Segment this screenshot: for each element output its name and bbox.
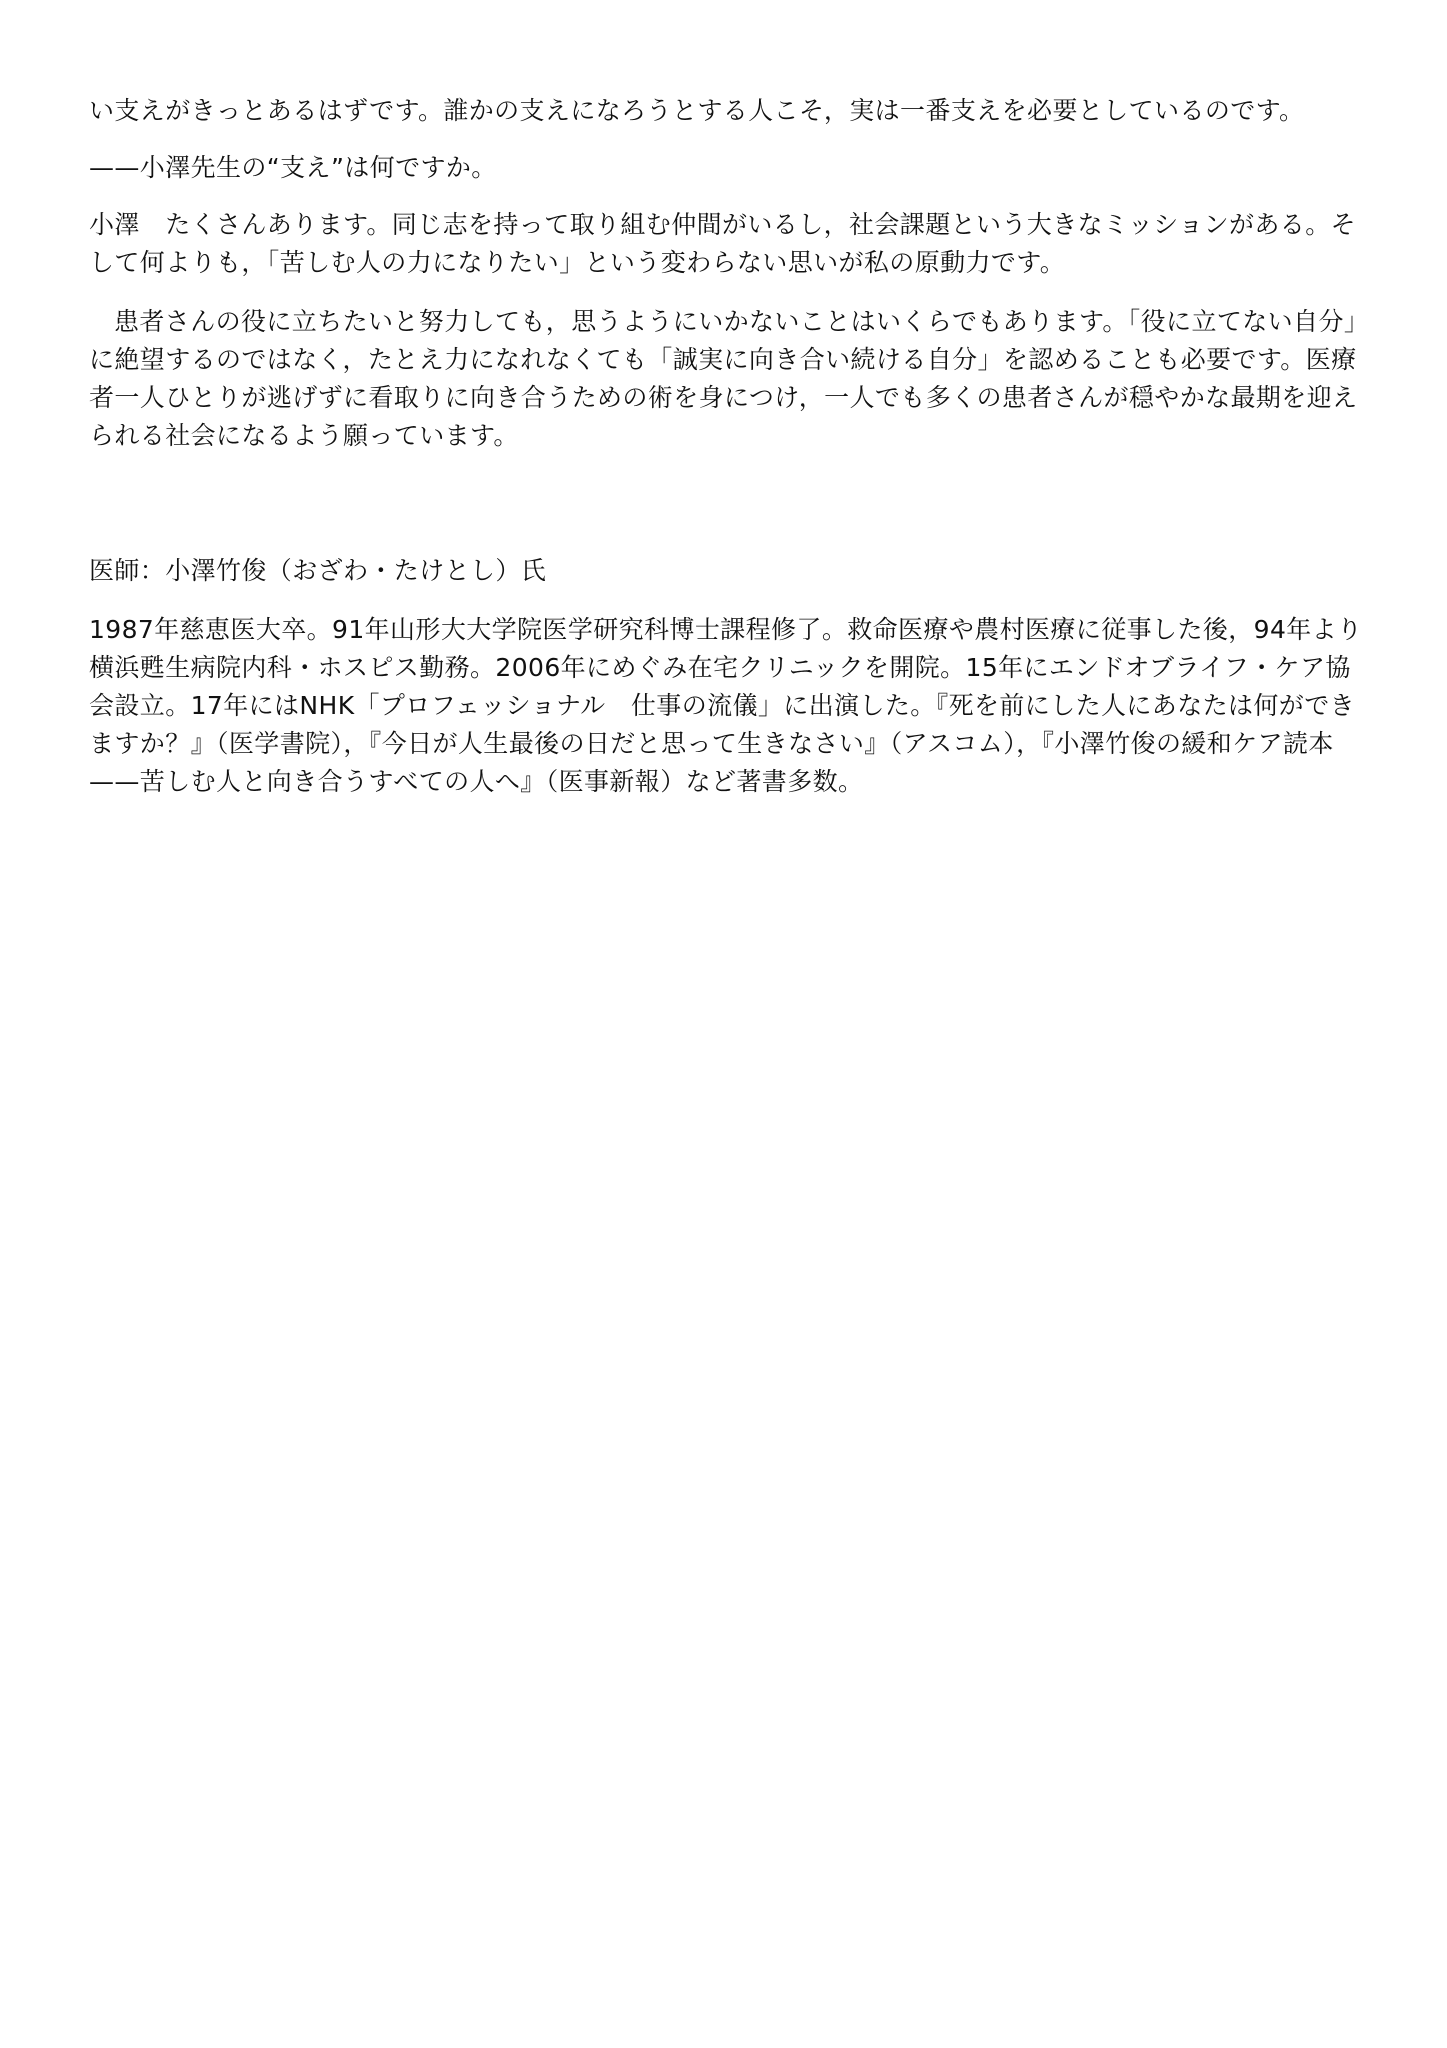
interview-answer: 小澤 たくさんあります。同じ志を持って取り組む仲間がいるし，社会課題という大きなミッションがある。そして何よりも，「苦しむ人の力になりたい」という変わらない思いが私の原動力です。	[89, 210, 1357, 277]
document-page	[89, 92, 1371, 801]
interview-answer-continued: 患者さんの役に立ちたいと努力しても，思うようにいかないことはいくらでもあります。「役に立てない自分」に絶望するのではなく，たとえ力になれなくても「誠実に向き合い続ける自分」を認めることも必要です。医療者一人ひとりが逃げずに看取りに向き合うための術を身につけ，一人でも多くの患者さんが穏やかな最期を迎えられる社会になるよう願っています。	[89, 307, 1370, 450]
paragraph-continuation: い支えがきっとあるはずです。誰かの支えになろうとする人こそ，実は一番支えを必要としているのです。	[89, 96, 1305, 125]
profile-heading: 医師：小澤竹俊（おざわ・たけとし）氏	[89, 556, 547, 585]
profile-body: 1987年慈恵医大卒。91年山形大大学院医学研究科博士課程修了。救命医療や農村医療に従事した後，94年より横浜甦生病院内科・ホスピス勤務。2006年にめぐみ在宅クリニックを開院。15年にエンドオブライフ・ケア協会設立。17年にはNHK「プロフェッショナル 仕事の流儀」に出演した。『死を前にした人にあなたは何ができますか？』（医学書院），『今日が人生最後の日だと思って生きなさい』（アスコム），『小澤竹俊の緩和ケア読本——苦しむ人と向き合うすべての人へ』（医事新報）など著書多数。	[89, 615, 1363, 796]
interview-question: ——小澤先生の“支え”は何ですか。	[89, 153, 497, 182]
